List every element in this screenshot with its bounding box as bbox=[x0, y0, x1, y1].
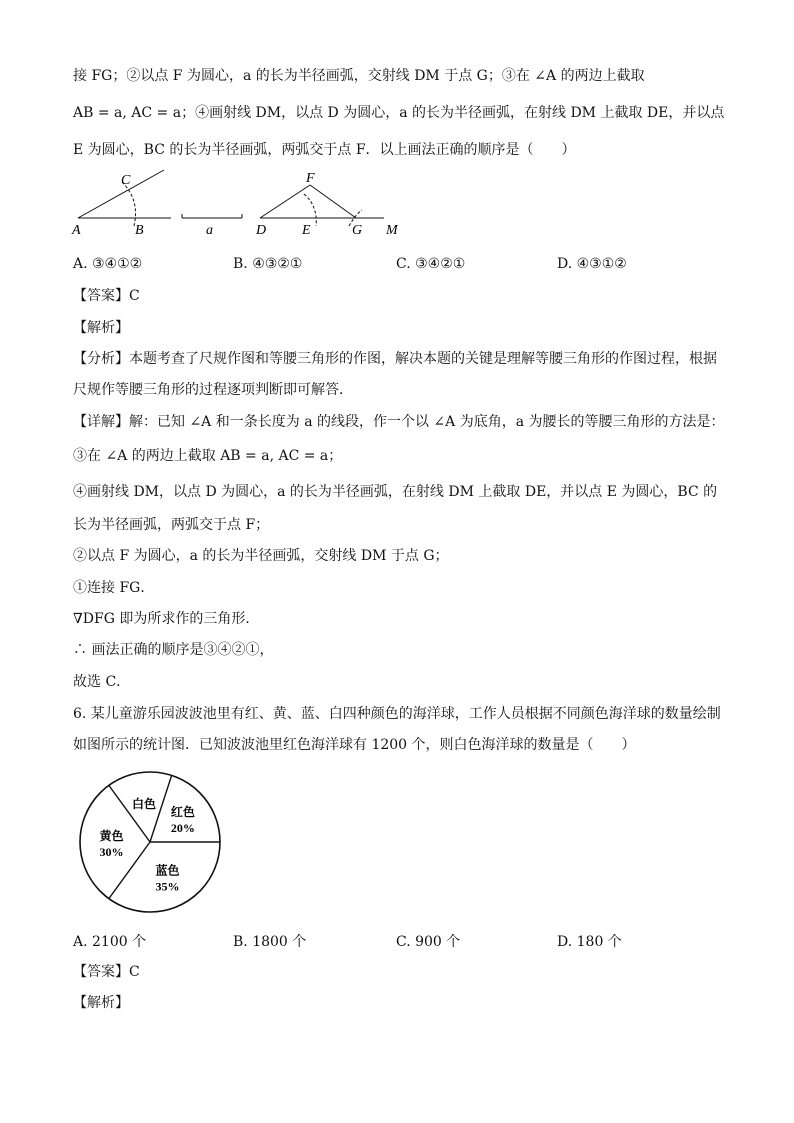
pie-value-黄色: 30% bbox=[99, 845, 124, 859]
label-B: B bbox=[135, 223, 144, 238]
q5-text-line-1: 接 FG；②以点 F 为圆心，a 的长为半径画弧，交射线 DM 于点 G；③在 ∠A 的两边上截取 bbox=[73, 68, 645, 84]
pie-chart bbox=[68, 762, 248, 922]
q5-detail-line-2: ③在 ∠A 的两边上截取 AB = a, AC = a； bbox=[73, 448, 343, 464]
arc-cb bbox=[122, 182, 136, 226]
arc-f bbox=[304, 194, 316, 226]
pie-label-黄色: 黄色 bbox=[99, 829, 124, 843]
q6-answer: 【答案】C bbox=[73, 964, 140, 980]
q5-text-line-2: AB = a, AC = a；④画射线 DM，以点 D 为圆心，a 的长为半径画弧，在射线 DM 上截取 DE，并以点 bbox=[73, 105, 725, 121]
q5-fenxi-line-1: 【分析】本题考查了尺规作图和等腰三角形的作图，解决本题的关键是理解等腰三角形的作图过程，根据 bbox=[73, 351, 717, 367]
pie-label-蓝色: 蓝色 bbox=[155, 863, 180, 878]
label-M: M bbox=[386, 223, 398, 238]
q5-detail-line-7: ∇DFG 即为所求作的三角形． bbox=[73, 611, 260, 627]
pie-value-蓝色: 35% bbox=[155, 879, 180, 894]
q5-option-c[interactable]: C. ③④②① bbox=[396, 256, 466, 272]
q5-analysis-heading: 【解析】 bbox=[73, 320, 129, 336]
q6-option-d[interactable]: D. 180 个 bbox=[557, 934, 622, 950]
pie-label-白色: 白色 bbox=[131, 796, 156, 811]
label-F: F bbox=[306, 171, 315, 186]
q5-option-a[interactable]: A. ③④①② bbox=[73, 256, 143, 272]
q5-option-b[interactable]: B. ④③②① bbox=[233, 256, 303, 272]
pie-value-红色: 20% bbox=[170, 821, 195, 836]
q6-option-c[interactable]: C. 900 个 bbox=[396, 934, 461, 950]
side-df bbox=[260, 185, 310, 218]
construction-figure bbox=[66, 168, 486, 240]
q5-detail-line-6: ①连接 FG． bbox=[73, 580, 155, 596]
q6-option-b[interactable]: B. 1800 个 bbox=[233, 934, 307, 950]
label-A: A bbox=[72, 223, 81, 238]
label-E: E bbox=[302, 223, 311, 238]
q6-text-line-1: 6. 某儿童游乐园波波池里有红、黄、蓝、白四种颜色的海洋球，工作人员根据不同颜色海洋球的数量绘制 bbox=[73, 706, 721, 722]
q5-text-line-3: E 为圆心，BC 的长为半径画弧，两弧交于点 F．以上画法正确的顺序是（ ） bbox=[73, 142, 576, 158]
q5-option-d[interactable]: D. ④③①② bbox=[557, 256, 627, 272]
label-D: D bbox=[256, 223, 267, 238]
q5-detail-line-8: ∴ 画法正确的顺序是③④②①， bbox=[73, 642, 274, 658]
q5-detail-line-3: ④画射线 DM，以点 D 为圆心，a 的长为半径画弧，在射线 DM 上截取 DE，并以点 E 为圆心，BC 的 bbox=[73, 484, 718, 500]
q5-detail-line-9: 故选 C． bbox=[73, 674, 131, 690]
q6-analysis-heading: 【解析】 bbox=[73, 995, 129, 1011]
q5-detail-line-5: ②以点 F 为圆心，a 的长为半径画弧，交射线 DM 于点 G； bbox=[73, 548, 449, 564]
q5-detail-line-4: 长为半径画弧，两弧交于点 F； bbox=[73, 517, 270, 533]
label-C: C bbox=[121, 173, 131, 188]
pie-label-红色: 红色 bbox=[170, 805, 195, 820]
q5-fenxi-line-2: 尺规作等腰三角形的过程逐项判断即可解答． bbox=[73, 382, 353, 398]
side-fg bbox=[310, 185, 356, 218]
q6-text-line-2: 如图所示的统计图．已知波波池里红色海洋球有 1200 个，则白色海洋球的数量是（ ） bbox=[73, 737, 636, 753]
label-G: G bbox=[352, 223, 363, 238]
label-a: a bbox=[206, 223, 213, 238]
q5-answer: 【答案】C bbox=[73, 288, 140, 304]
q6-option-a[interactable]: A. 2100 个 bbox=[73, 934, 147, 950]
q5-detail-line-1: 【详解】解：已知 ∠A 和一条长度为 a 的线段，作一个以 ∠A 为底角，a 为腰长的等腰三角形的方法是： bbox=[73, 414, 725, 430]
